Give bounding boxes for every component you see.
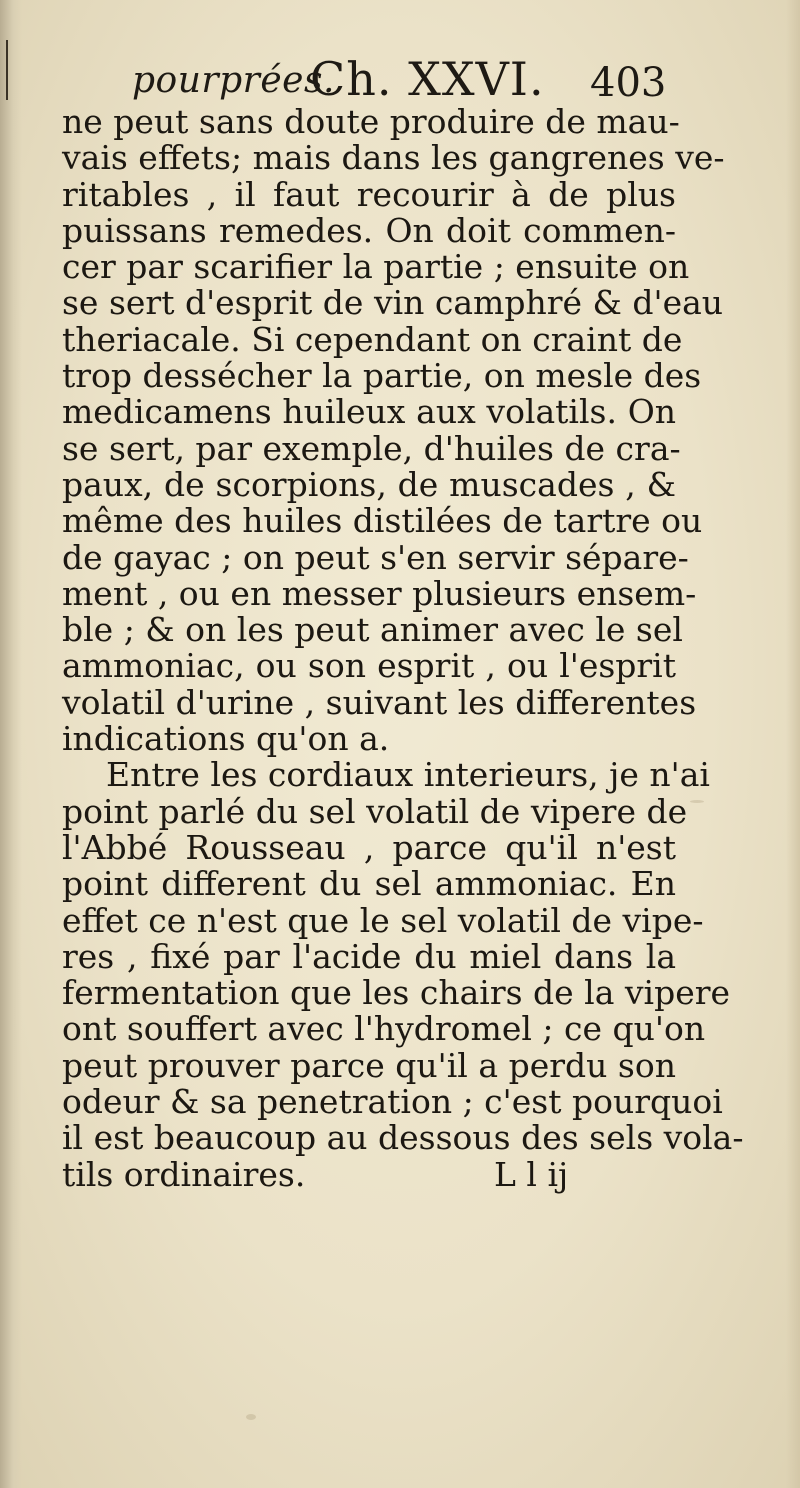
text-line: vais effets; mais dans les gangrenes ve- xyxy=(62,138,725,178)
text-line: peut prouver parce qu'il a perdu son xyxy=(62,1045,676,1085)
text-line: point different du sel ammoniac. En xyxy=(62,864,676,904)
last-line xyxy=(62,1154,676,1194)
text-line: trop dessécher la partie, on mesle des xyxy=(62,356,702,396)
text-line: paux, de scorpions, de muscades , & xyxy=(62,464,676,504)
text-line: res , fixé par l'acide du miel dans la xyxy=(62,936,676,976)
page-gutter-shadow xyxy=(0,0,22,1488)
text-line: effet ce n'est que le sel volatil de vipe- xyxy=(62,900,704,940)
text-line: ammoniac, ou son esprit , ou l'esprit xyxy=(62,646,676,686)
page-header xyxy=(132,46,672,106)
paragraph-1 xyxy=(62,102,725,759)
signature-mark: L l ij xyxy=(494,1154,569,1194)
binding-mark xyxy=(6,40,8,100)
text-line: odeur & sa penetration ; c'est pourquoi xyxy=(62,1082,723,1122)
text-line: ment , ou en messer plusieurs ensem- xyxy=(62,573,697,613)
text-line: il est beaucoup au dessous des sels vola- xyxy=(62,1118,744,1158)
text-line: se sert d'esprit de vin camphré & d'eau xyxy=(62,283,724,323)
paper-speck xyxy=(246,1414,256,1420)
text-line: Entre les cordiaux interieurs, je n'ai xyxy=(106,755,710,795)
text-line: indications qu'on a. xyxy=(62,719,390,759)
text-line: même des huiles distilées de tartre ou xyxy=(62,501,703,541)
text-line: volatil d'urine , suivant les differentes xyxy=(62,682,697,722)
text-line: de gayac ; on peut s'en servir sépare- xyxy=(62,537,689,577)
text-line: cer par scarifier la partie ; ensuite on xyxy=(62,247,690,287)
paragraph-2 xyxy=(62,755,744,1194)
text-line: tils ordinaires. xyxy=(62,1154,306,1194)
text-line: l'Abbé Rousseau , parce qu'il n'est xyxy=(62,827,676,867)
text-line: ne peut sans doute produire de mau- xyxy=(62,102,680,141)
text-line: ritables , il faut recourir à de plus xyxy=(62,174,676,214)
text-line: ont souffert avec l'hydromel ; ce qu'on xyxy=(62,1009,706,1049)
text-line: se sert, par exemple, d'huiles de cra- xyxy=(62,428,681,468)
text-line: ble ; & on les peut animer avec le sel xyxy=(62,610,683,650)
text-line: fermentation que les chairs de la vipere xyxy=(62,973,731,1013)
running-head: pourprées. xyxy=(132,60,335,101)
text-line: point parlé du sel volatil de vipere de xyxy=(62,791,688,831)
text-line: medicamens huileux aux volatils. On xyxy=(62,392,676,432)
text-line: puissans remedes. On doit commen- xyxy=(62,210,676,250)
page-number: 403 xyxy=(590,60,667,106)
paper-speck xyxy=(690,800,704,803)
page-edge-shadow xyxy=(786,0,800,1488)
chapter-heading: Ch. XXVI. xyxy=(310,52,545,106)
text-line: theriacale. Si cependant on craint de xyxy=(62,319,683,359)
body-text xyxy=(62,102,744,1194)
